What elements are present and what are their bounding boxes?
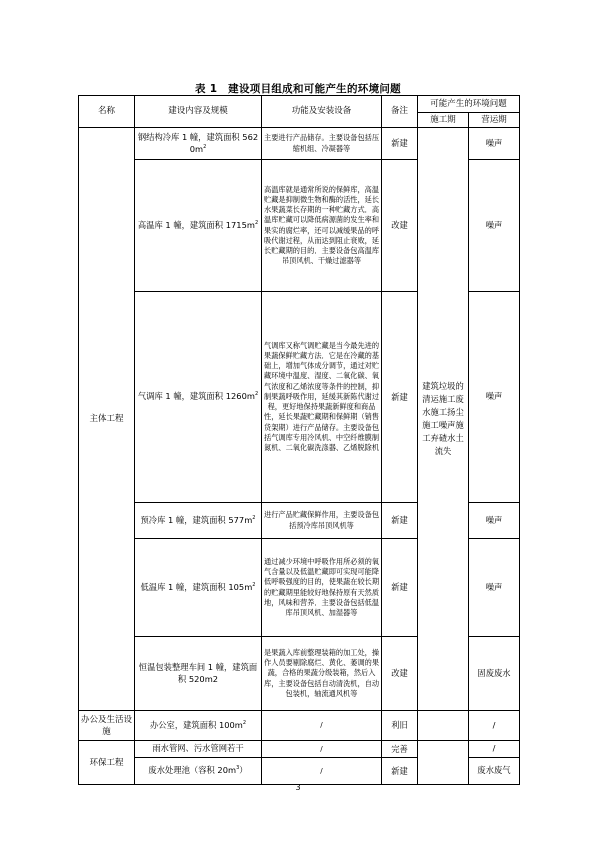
table-row <box>79 128 520 160</box>
note-cell: 新建 <box>382 128 418 160</box>
operation-cell: 噪声 <box>469 128 520 160</box>
scale-cell: 废水处理池（容积 $20m^3$） <box>135 758 262 785</box>
scale-cell: 预冷库 1 幢，建筑面积 $577m^2$ <box>135 503 262 539</box>
function-cell: 通过减少环境中呼吸作用所必须的氧气含量以及低温贮藏即可实现可能降低呼吸强度的目的，使果蔬在较长期的贮藏期里能较好地保持原有天然质地，风味和营养．主要设备包括低温库吊顶风机、加湿器等 <box>262 539 382 637</box>
note-cell: 完善 <box>382 741 418 758</box>
note-cell: 新建 <box>382 503 418 539</box>
function-cell: 高温库就是通常所说的保鲜库，高温贮藏是抑制微生物和酶的活性，延长水果蔬菜长存期的一种贮藏方式．高温库贮藏可以降低病源菌的发生率和果实的腐烂率，还可以减缓果品的呼吸代谢过程，从而达到阻止衰败，延长贮藏期的目的．主要设备包高温库吊顶风机、干燥过滤器等 <box>262 160 382 292</box>
function-cell: / <box>262 711 382 741</box>
operation-cell: 固废废水 <box>469 637 520 711</box>
scale-cell: 恒温包装整理车间 1 幢，建筑面积 520m2 <box>135 637 262 711</box>
note-cell: 改建 <box>382 160 418 292</box>
note-cell: 新建 <box>382 758 418 785</box>
header-env-issue: 可能产生的环境问题 <box>418 96 520 113</box>
project-composition-table <box>78 95 520 785</box>
note-cell: 利旧 <box>382 711 418 741</box>
construction-cell-env <box>418 741 469 785</box>
operation-cell: / <box>469 711 520 741</box>
function-cell: 气调库又称气调贮藏是当今最先进的果蔬保鲜贮藏方法．它是在冷藏的基础上，增加气体成分调节，通过对贮藏环境中温度、湿度、二氧化碳、氧气浓度和乙烯浓度等条件的控制，抑制果蔬呼吸作用，延缓其新陈代谢过程，更好地保持果蔬新鲜度和商品性，延长果蔬贮藏期和保鲜期（销售货架期）进行产品储存。主要设备包括气调库专用冷风机、中空纤维膜制氮机、二氧化碳洗涤器、乙烯脱除机 <box>262 292 382 503</box>
operation-cell: 噪声 <box>469 503 520 539</box>
table-row <box>79 741 520 758</box>
operation-cell: 噪声 <box>469 160 520 292</box>
function-cell: / <box>262 758 382 785</box>
header-content: 建设内容及规模 <box>135 96 262 128</box>
header-construction: 施工期 <box>418 113 469 128</box>
category-office: 办公及生活设施 <box>79 711 135 741</box>
operation-cell: 废水废气 <box>469 758 520 785</box>
page-number: 3 <box>295 783 301 792</box>
note-cell: 新建 <box>382 539 418 637</box>
operation-cell: / <box>469 741 520 758</box>
table-row <box>79 711 520 741</box>
operation-cell: 噪声 <box>469 292 520 503</box>
function-cell: 是果蔬入库前整理装箱的加工处，操作人员要剔除腐烂、黄化、萎调的果蔬，合格的果蔬分级装箱，然后入库，主要设备包括自动清洗机，自动包装机，轴流通风机等 <box>262 637 382 711</box>
function-cell: / <box>262 741 382 758</box>
scale-cell: 低温库 1 幢，建筑面积 $105m^2$ <box>135 539 262 637</box>
construction-issues: 建筑垃圾的清运施工废水施工扬尘施工噪声施工弃碴水土流失 <box>418 128 469 711</box>
function-cell: 主要进行产品储存。主要设备包括压缩机组、冷凝器等 <box>262 128 382 160</box>
scale-cell: 高温库 1 幢，建筑面积 $1715m^2$ <box>135 160 262 292</box>
scale-cell: 钢结构冷库 1 幢，建筑面积 $5620m^2$ <box>135 128 262 160</box>
category-env: 环保工程 <box>79 741 135 785</box>
category-main: 主体工程 <box>79 128 135 711</box>
function-cell: 进行产品贮藏保鲜作用，主要设备包括预冷库吊顶风机等 <box>262 503 382 539</box>
operation-cell: 噪声 <box>469 539 520 637</box>
scale-cell: 雨水管网、污水管网若干 <box>135 741 262 758</box>
header-name: 名称 <box>79 96 135 128</box>
note-cell: 改建 <box>382 637 418 711</box>
header-note: 备注 <box>382 96 418 128</box>
header-function: 功能及安装设备 <box>262 96 382 128</box>
scale-cell: 办公室，建筑面积 $100m^2$ <box>135 711 262 741</box>
scale-cell: 气调库 1 幢，建筑面积 $1260m^2$ <box>135 292 262 503</box>
table-title: 表 1 建设项目组成和可能产生的环境问题 <box>195 83 401 95</box>
construction-cell <box>418 711 469 741</box>
header-operation: 营运期 <box>469 113 520 128</box>
note-cell: 新建 <box>382 292 418 503</box>
